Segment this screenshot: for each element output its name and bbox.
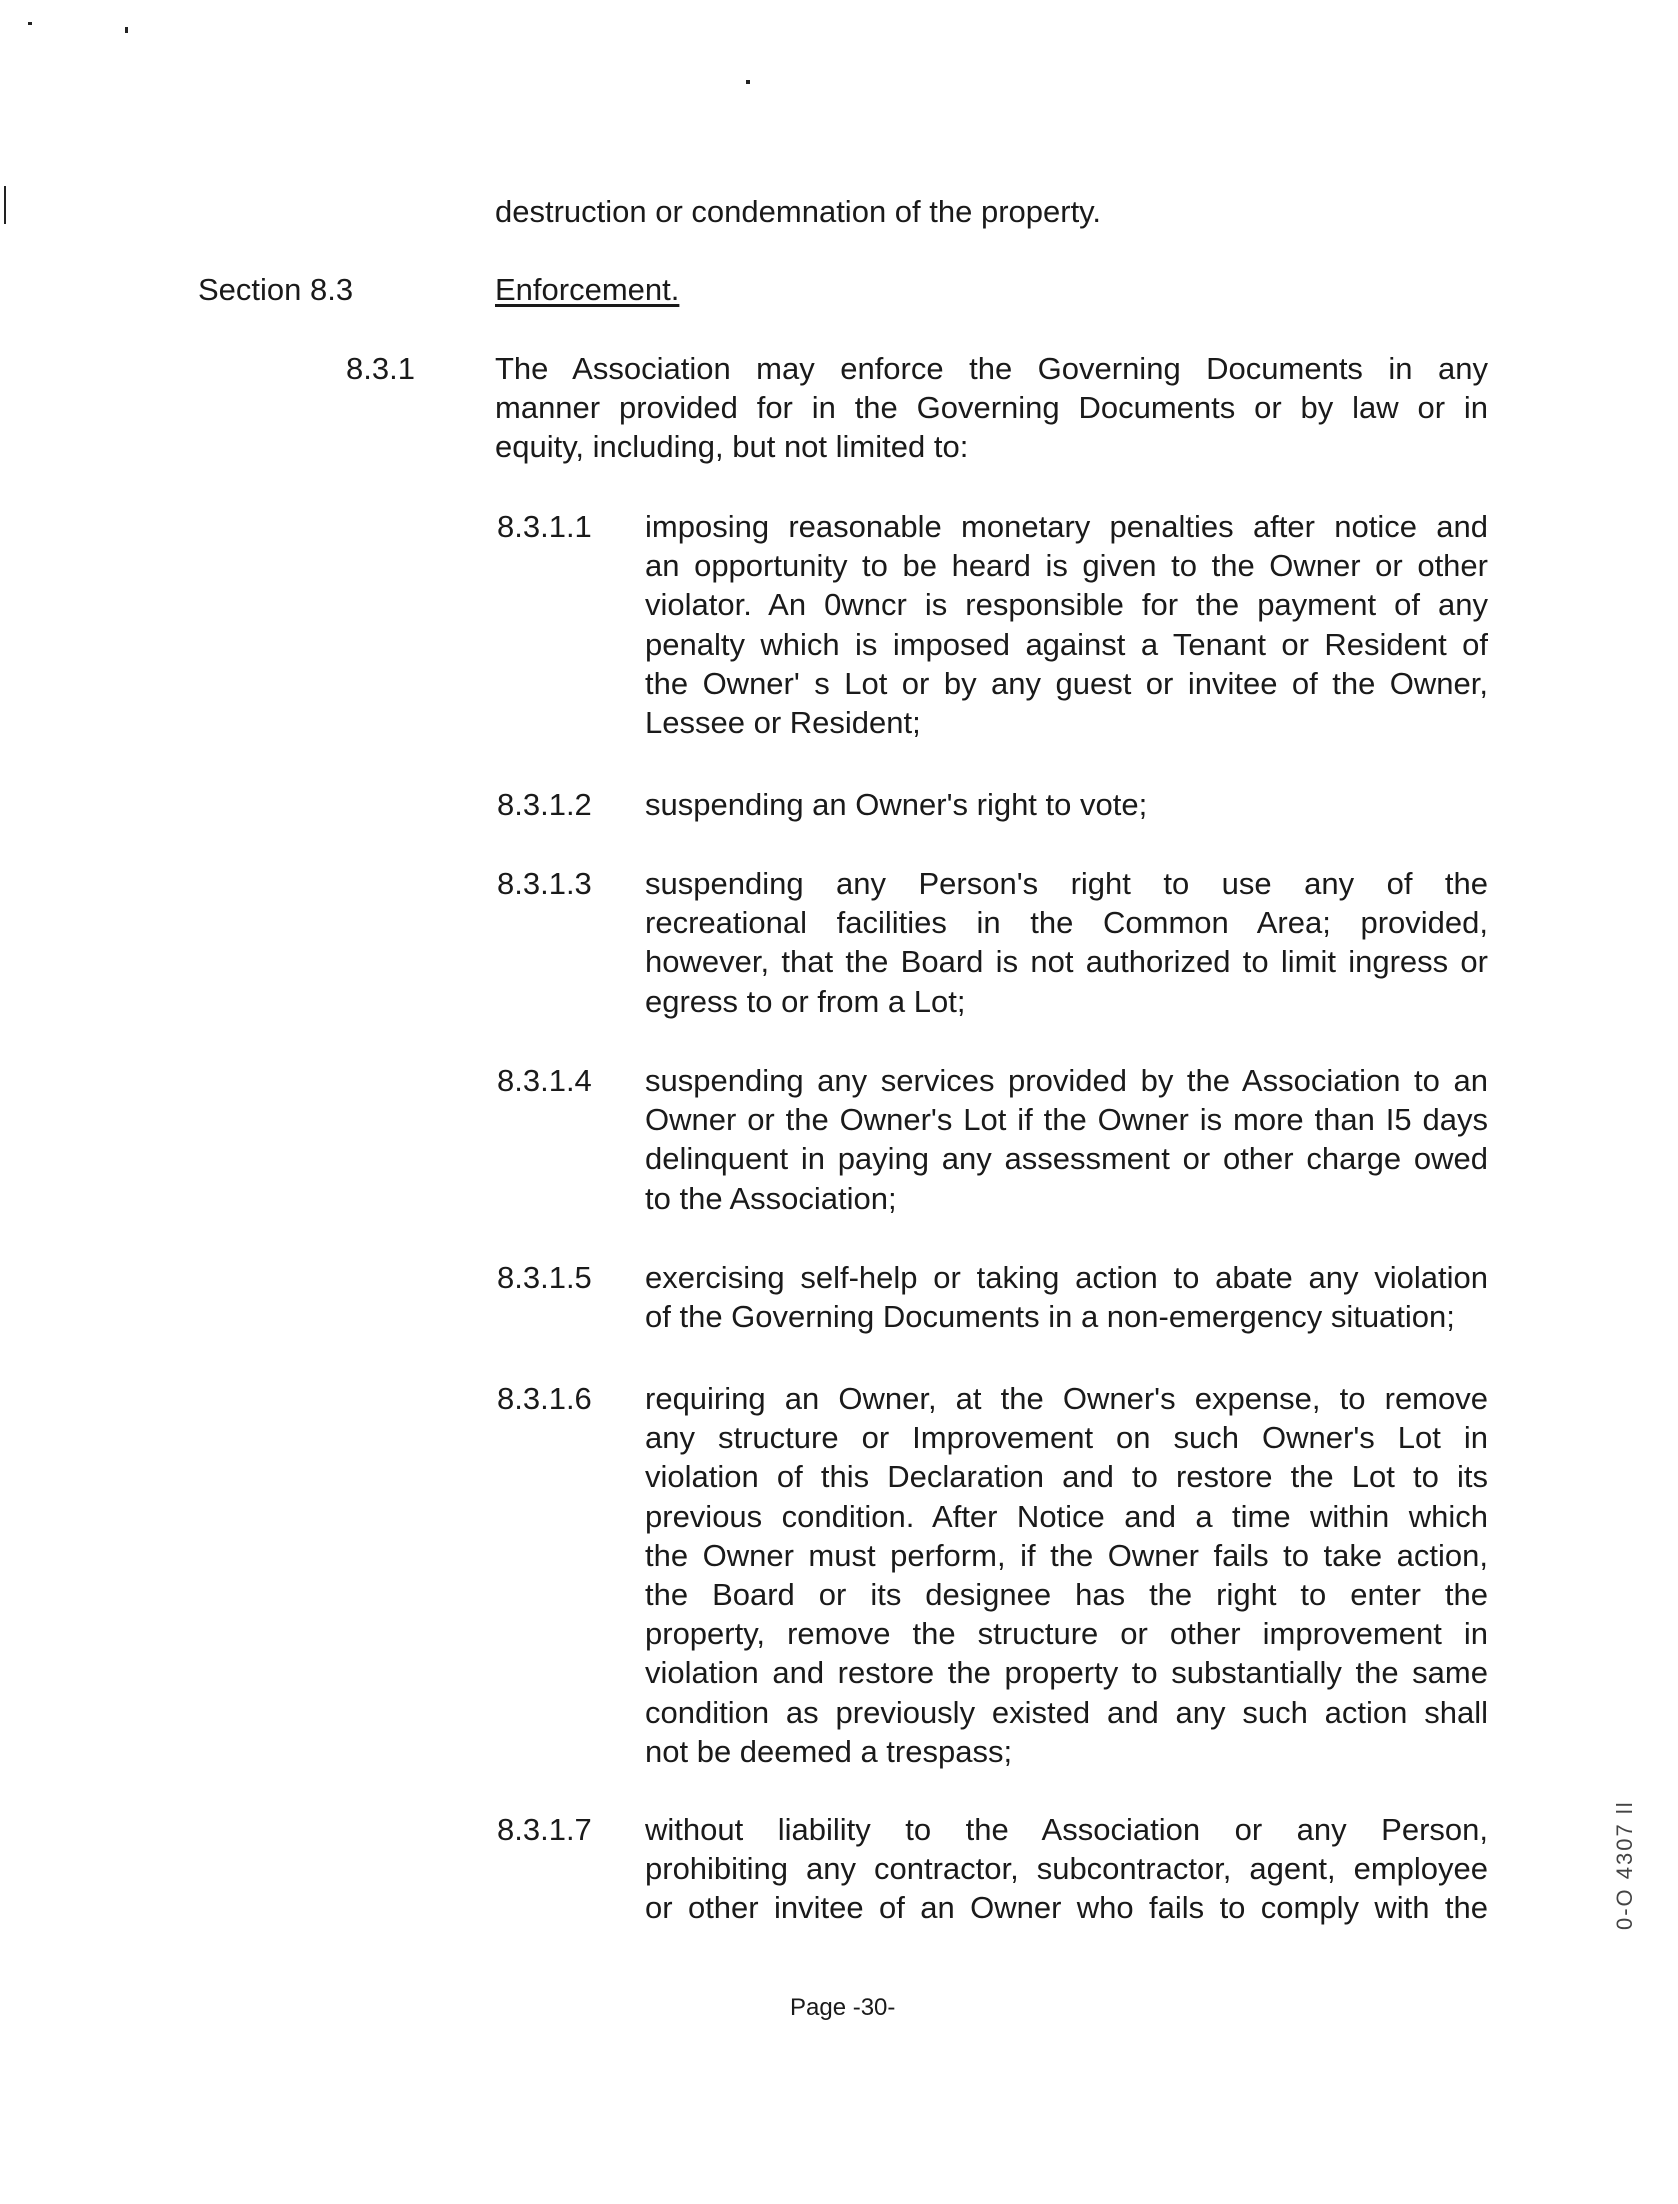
paragraph-line: penalty which is imposed against a Tenant or Resident of [645, 626, 1488, 662]
item-paragraph [645, 1379, 1488, 1771]
paragraph-line: equity, including, but not limited to: [495, 429, 969, 465]
paragraph-line: exercising self-help or taking action to abate any violation [645, 1260, 1488, 1295]
paragraph-line: suspending an Owner's right to vote; [645, 787, 1148, 822]
paragraph-line: the Owner must perform, if the Owner fails to take action, [645, 1537, 1488, 1573]
section-title: Enforcement. [495, 272, 680, 307]
item-number: 8.3.1.3 [497, 866, 592, 901]
paragraph-line: condition as previously existed and any such action shall [645, 1694, 1488, 1730]
paragraph-line: previous condition. After Notice and a time within which [645, 1498, 1488, 1534]
item-number: 8.3.1.5 [497, 1260, 592, 1295]
paragraph-line: prohibiting any contractor, subcontractor, agent, employee [645, 1851, 1488, 1887]
item-paragraph [645, 1258, 1488, 1336]
paragraph-line: without liability to the Association or any Person, [645, 1812, 1488, 1847]
paragraph-line: or other invitee of an Owner who fails to comply with the [645, 1890, 1488, 1926]
paragraph-line: manner provided for in the Governing Documents or by law or in [495, 390, 1488, 426]
margin-line [4, 186, 6, 224]
paragraph-line: Lessee or Resident; [645, 705, 921, 741]
paragraph-line: an opportunity to be heard is given to the Owner or other [645, 548, 1488, 584]
subsection-paragraph [495, 349, 1488, 467]
item-paragraph [645, 785, 1488, 824]
page-number: Page -30- [790, 1994, 896, 2021]
paragraph-line: suspending any Person's right to use any of the [645, 866, 1488, 901]
paragraph-line: violation of this Declaration and to restore the Lot to its [645, 1459, 1488, 1495]
section-label: Section 8.3 [198, 272, 354, 307]
item-paragraph [645, 1810, 1488, 1928]
paragraph-line: violation and restore the property to substantially the same [645, 1655, 1488, 1691]
paragraph-line: to the Association; [645, 1180, 897, 1216]
paragraph-line: the Owner' s Lot or by any guest or invitee of the Owner, [645, 665, 1488, 701]
paragraph-line: delinquent in paying any assessment or other charge owed [645, 1141, 1488, 1177]
paragraph-line: Owner or the Owner's Lot if the Owner is more than I5 days [645, 1102, 1488, 1138]
scan-speck [125, 27, 128, 33]
subsection-number: 8.3.1 [346, 351, 415, 386]
paragraph-line: the Board or its designee has the right to enter the [645, 1577, 1488, 1613]
paragraph-line: imposing reasonable monetary penalties after notice and [645, 509, 1488, 544]
paragraph-line: recreational facilities in the Common Area; provided, [645, 905, 1488, 941]
item-paragraph [645, 1061, 1488, 1218]
item-paragraph [645, 507, 1488, 742]
paragraph-line: egress to or from a Lot; [645, 983, 966, 1019]
scan-speck [28, 22, 32, 25]
paragraph-line: however, that the Board is not authorized to limit ingress or [645, 944, 1488, 980]
continuation-text: destruction or condemnation of the property. [495, 194, 1101, 229]
paragraph-line: The Association may enforce the Governing Documents in any [495, 351, 1488, 386]
recording-stamp: 0‐O 4307 ll [1612, 1800, 1637, 1930]
paragraph-line: violator. An 0wncr is responsible for the payment of any [645, 587, 1488, 623]
scan-speck [746, 80, 750, 84]
paragraph-line: suspending any services provided by the Association to an [645, 1063, 1488, 1098]
item-number: 8.3.1.4 [497, 1063, 592, 1098]
item-paragraph [645, 864, 1488, 1021]
item-number: 8.3.1.2 [497, 787, 592, 822]
paragraph-line: property, remove the structure or other improvement in [645, 1616, 1488, 1652]
item-number: 8.3.1.1 [497, 509, 592, 544]
paragraph-line: any structure or Improvement on such Owner's Lot in [645, 1420, 1488, 1456]
item-number: 8.3.1.7 [497, 1812, 592, 1847]
item-number: 8.3.1.6 [497, 1381, 592, 1416]
paragraph-line: of the Governing Documents in a non-emergency situation; [645, 1299, 1455, 1335]
paragraph-line: not be deemed a trespass; [645, 1733, 1013, 1769]
paragraph-line: requiring an Owner, at the Owner's expense, to remove [645, 1381, 1488, 1416]
